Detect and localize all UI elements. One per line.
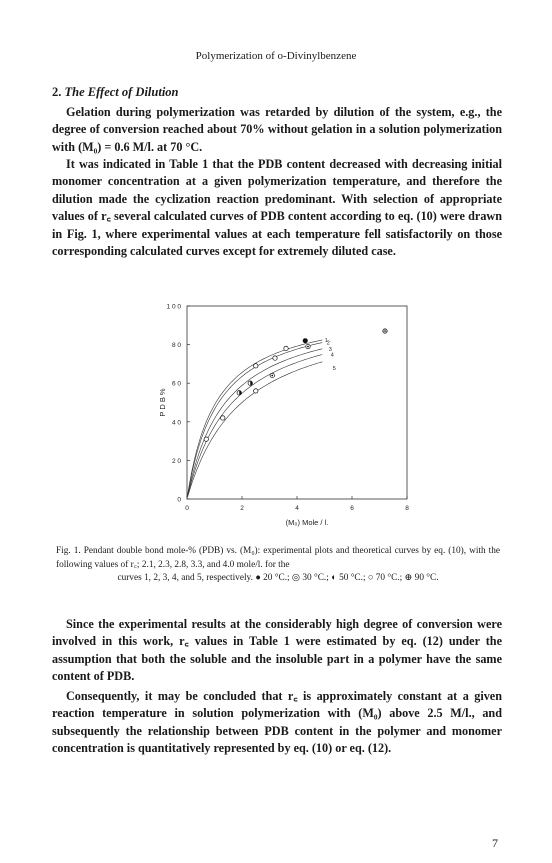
y-tick-label: 2 0: [171, 457, 181, 465]
y-tick-label: 8 0: [171, 342, 181, 350]
data-point: [284, 346, 288, 350]
y-axis-label: P D B %: [158, 388, 167, 417]
paragraph-4: Consequently, it may be concluded that r꜀ is approximately constant at a given reaction temperature in solution polymerization with (M₀) above 2.5 M/l., and subsequently the relationship between PDB content in the polymer and monomer concentration is quantitatively represented by eq. (10) or eq. (12).: [52, 689, 502, 756]
x-tick-label: 8: [405, 505, 409, 512]
x-tick-label: 6: [350, 505, 354, 512]
curve-1: [188, 340, 323, 496]
caption-line-1: Fig. 1. Pendant double bond mole-% (PDB) vs. (M₀): experimental plots and theoretical: [56, 546, 392, 556]
y-tick-label: 0: [177, 496, 181, 504]
data-point-inner: [307, 346, 309, 348]
data-point: [221, 416, 225, 420]
curve-label-4: 4: [330, 352, 334, 359]
data-point: [303, 339, 307, 343]
figure-1-chart: [150, 298, 420, 530]
figure-caption: [56, 545, 500, 586]
paragraph-1: Gelation during polymerization was retarded by dilution of the system, e.g., the degree of conversion reached about 70% without gelation in a solution polymerization with (M₀) = 0.6 M/l. at 70 °C.: [52, 105, 502, 154]
section-title: The Effect of Dilution: [64, 85, 179, 99]
curve-label-1: 1: [324, 338, 328, 345]
curve-label-3: 3: [328, 346, 332, 353]
x-axis-label: (M₀) Mole / l.: [285, 518, 329, 527]
running-head: Polymerization of o-Divinylbenzene: [195, 50, 357, 62]
x-tick-label: 2: [240, 505, 244, 512]
data-point: [254, 389, 258, 393]
y-tick-label: 6 0: [171, 380, 181, 388]
data-point: [254, 364, 258, 368]
data-point: [204, 437, 208, 441]
data-point-inner: [271, 375, 273, 377]
curve-label-5: 5: [332, 365, 336, 372]
x-tick-label: 0: [185, 505, 189, 512]
data-point: [273, 356, 277, 360]
section-number: 2.: [52, 85, 62, 99]
curve-5: [188, 362, 323, 497]
y-tick-label: 1 0 0: [166, 303, 181, 311]
paragraph-3: Since the experimental results at the considerably high degree of conversion were involved in this work, r꜀ values in Table 1 were estimated by eq. (12) under the assumption that both the soluble and the insoluble part in a polymer have the same content of PDB.: [52, 617, 502, 684]
y-tick-label: 4 0: [171, 419, 181, 427]
plot-frame: [187, 306, 407, 499]
caption-line-3: curves 1, 2, 3, 4, and 5, respectively. ● 20 °C.; ◎ 30 °C.; ◐ 50 °C.; ○ 70 °C.; ⊕ 90 °C.: [117, 573, 439, 583]
paragraph-2: It was indicated in Table 1 that the PDB content decreased with decreasing initial monomer concentration at a given polymerization temperature, and therefore the dilution made the cyclization reaction predominant. With selection of appropriate values of r꜀ several calculated curves of PDB content according to eq. (10) were drawn in Fig. 1, where experimental values at each temperature fell satisfactorily on those corresponding calculated curves except for extremely diluted case.: [52, 157, 502, 259]
curve-label-2: 2: [326, 340, 330, 347]
caption-line-2: curves by eq. (10), with the following values of r꜀; 2.1, 2.3, 2.8, 3.3, and 4.0 mole/l. for the: [56, 546, 501, 570]
section-heading: [52, 85, 179, 100]
x-tick-label: 4: [295, 505, 299, 512]
page-number: 7: [492, 836, 498, 850]
